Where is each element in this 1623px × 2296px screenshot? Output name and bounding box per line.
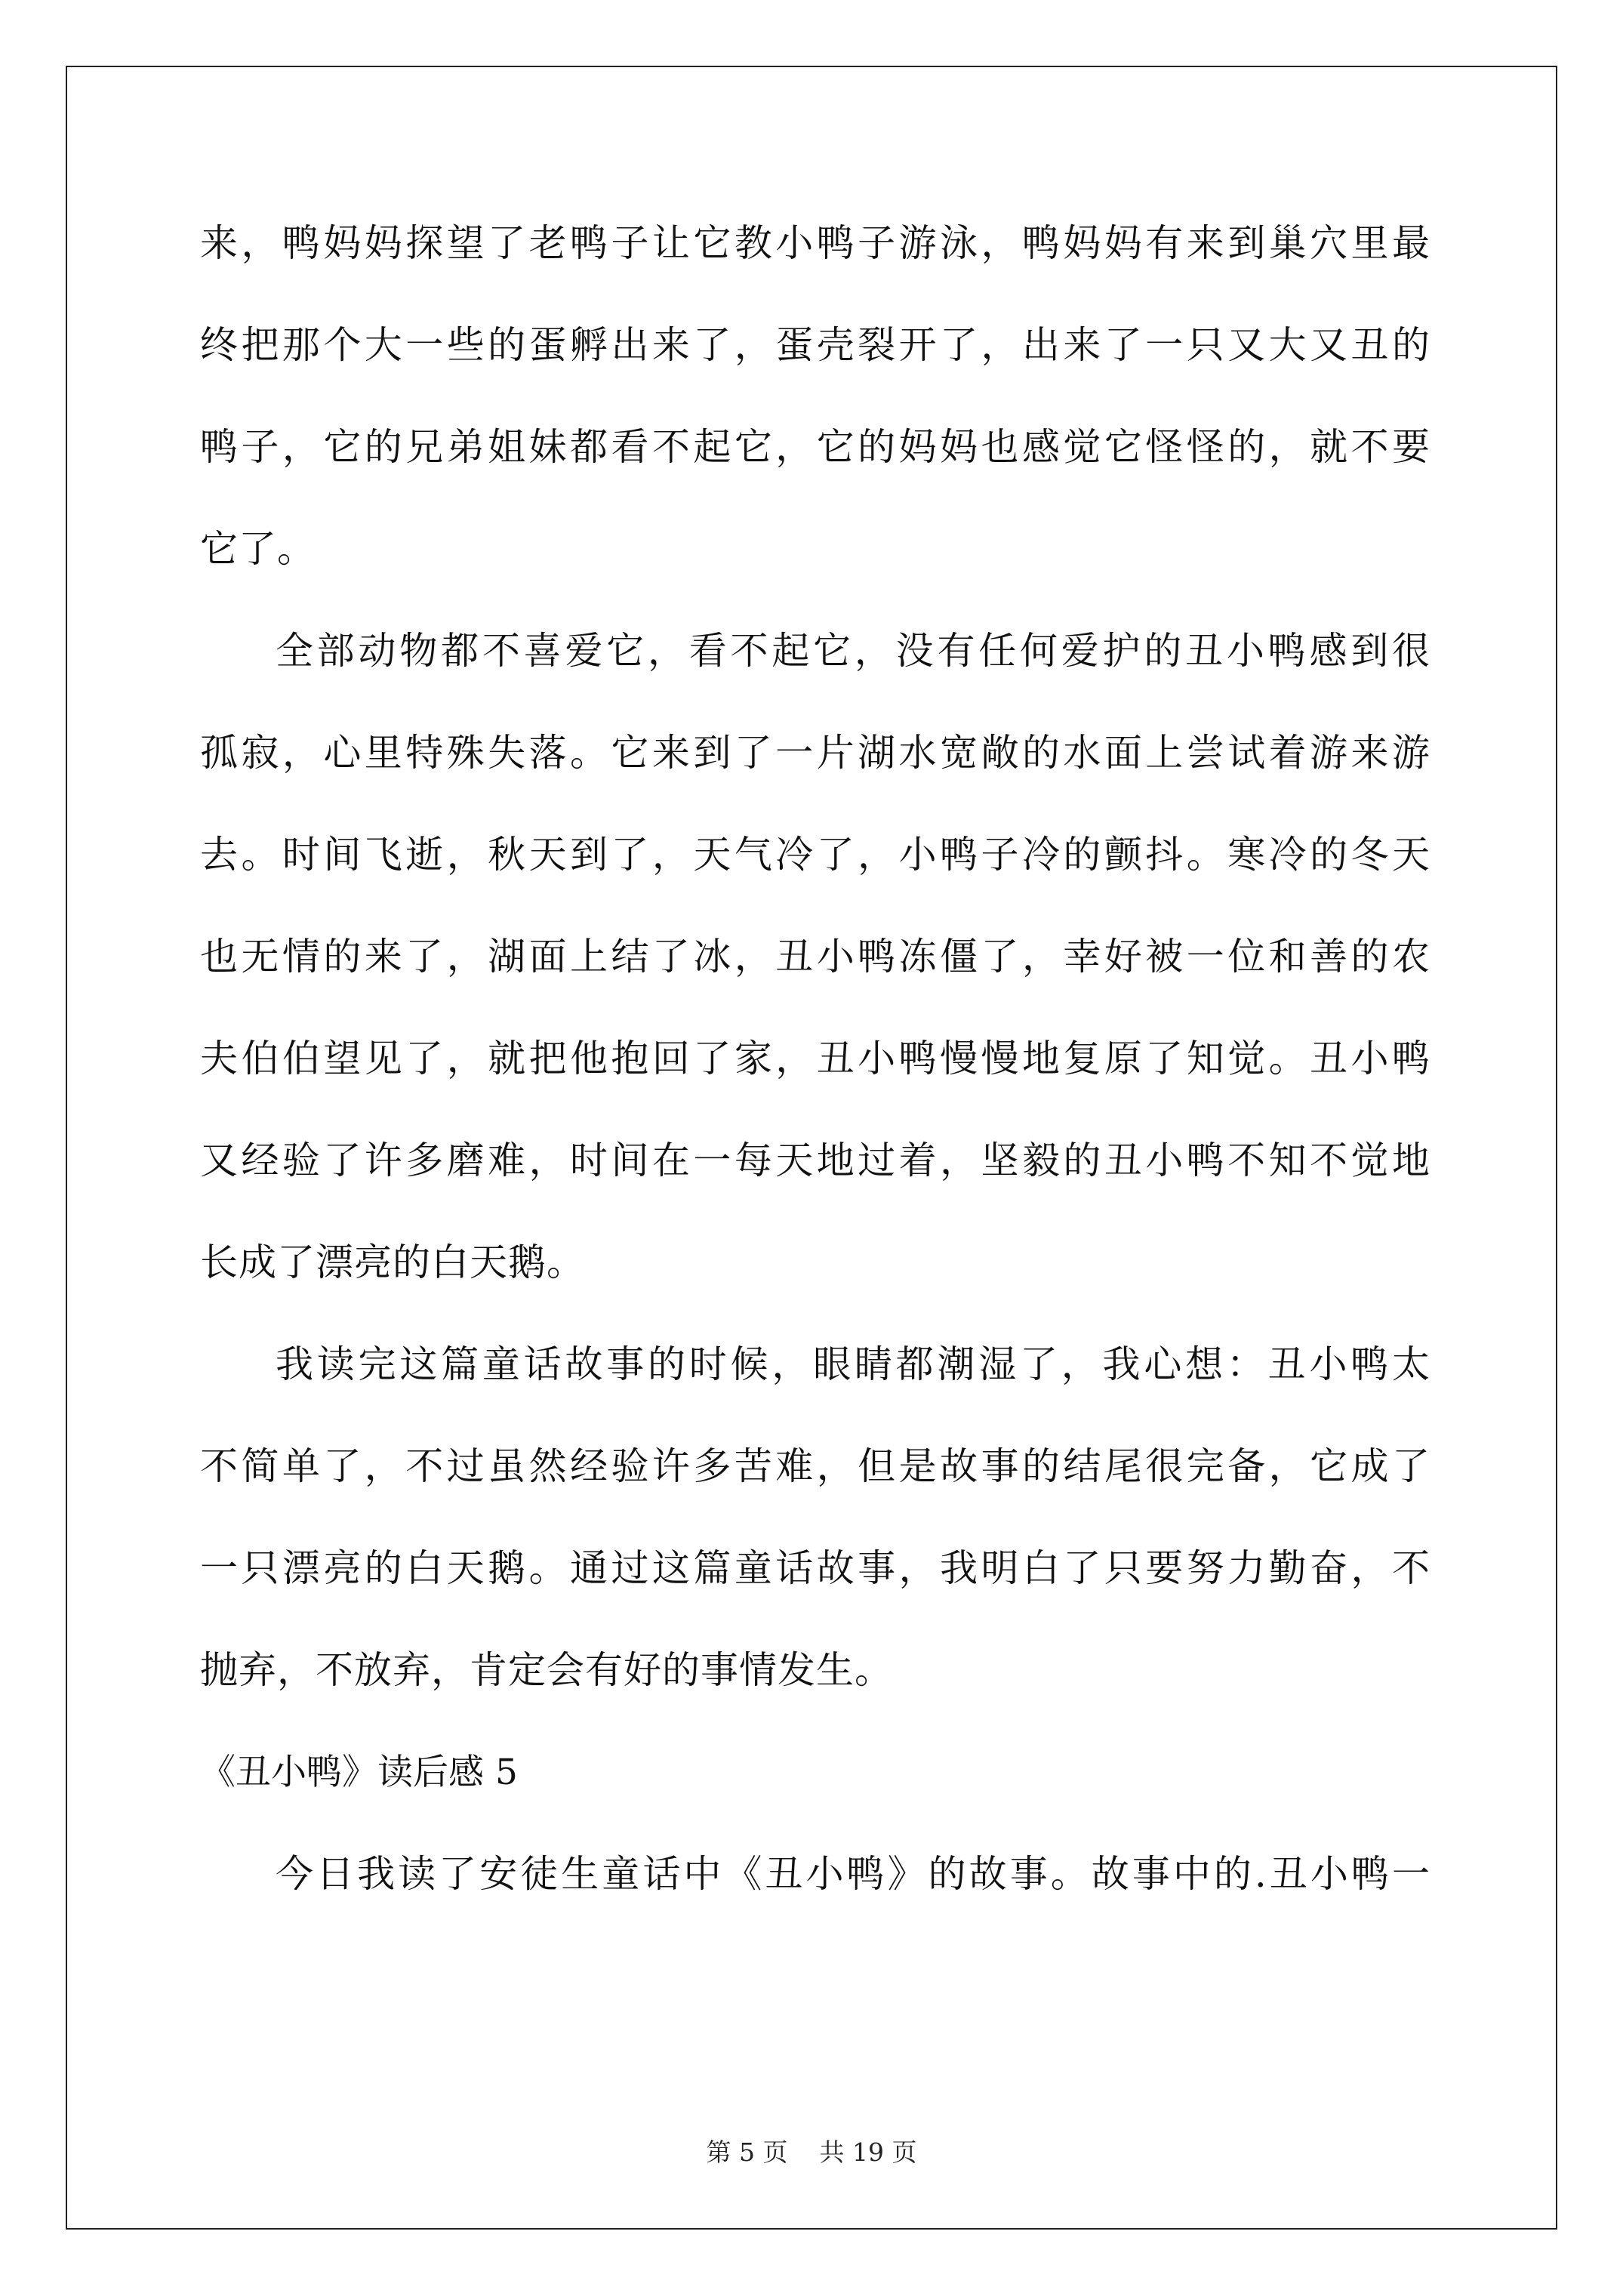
section-heading: 《丑小鸭》读后感 5 (200, 1752, 518, 1793)
page-number-footer: 第 5 页 共 19 页 (706, 2137, 917, 2167)
text-line: 一只漂亮的白天鹅。通过这篇童话故事，我明白了只要努力勤奋，不 (200, 1546, 1431, 1590)
text-line: 它了。 (200, 527, 316, 571)
text-line: 夫伯伯望见了，就把他抱回了家，丑小鸭慢慢地复原了知觉。丑小鸭 (200, 1037, 1431, 1080)
text-line: 我读完这篇童话故事的时候，眼睛都潮湿了，我心想：丑小鸭太 (276, 1342, 1431, 1386)
text-line: 长成了漂亮的白天鹅。 (200, 1240, 585, 1284)
document-body (200, 193, 1431, 1925)
text-line: 终把那个大一些的蛋孵出来了，蛋壳裂开了，出来了一只又大又丑的 (200, 323, 1431, 367)
text-line: 去。时间飞逝，秋天到了，天气冷了，小鸭子冷的颤抖。寒冷的冬天 (200, 833, 1431, 877)
text-line: 全部动物都不喜爱它，看不起它，没有任何爱护的丑小鸭感到很 (276, 629, 1431, 673)
text-line: 孤寂，心里特殊失落。它来到了一片湖水宽敞的水面上尝试着游来游 (200, 731, 1431, 775)
text-line: 鸭子，它的兄弟姐妹都看不起它，它的妈妈也感觉它怪怪的，就不要 (200, 425, 1431, 469)
text-line: 抛弃，不放弃，肯定会有好的事情发生。 (200, 1648, 893, 1692)
text-line: 今日我读了安徒生童话中《丑小鸭》的故事。故事中的.丑小鸭一 (276, 1852, 1431, 1896)
text-line: 来，鸭妈妈探望了老鸭子让它教小鸭子游泳，鸭妈妈有来到巢穴里最 (200, 221, 1431, 265)
text-line: 不简单了，不过虽然经验许多苦难，但是故事的结尾很完备，它成了 (200, 1444, 1431, 1488)
text-line: 又经验了许多磨难，时间在一每天地过着，坚毅的丑小鸭不知不觉地 (200, 1139, 1431, 1182)
text-line: 也无情的来了，湖面上结了冰，丑小鸭冻僵了，幸好被一位和善的农 (200, 935, 1431, 978)
